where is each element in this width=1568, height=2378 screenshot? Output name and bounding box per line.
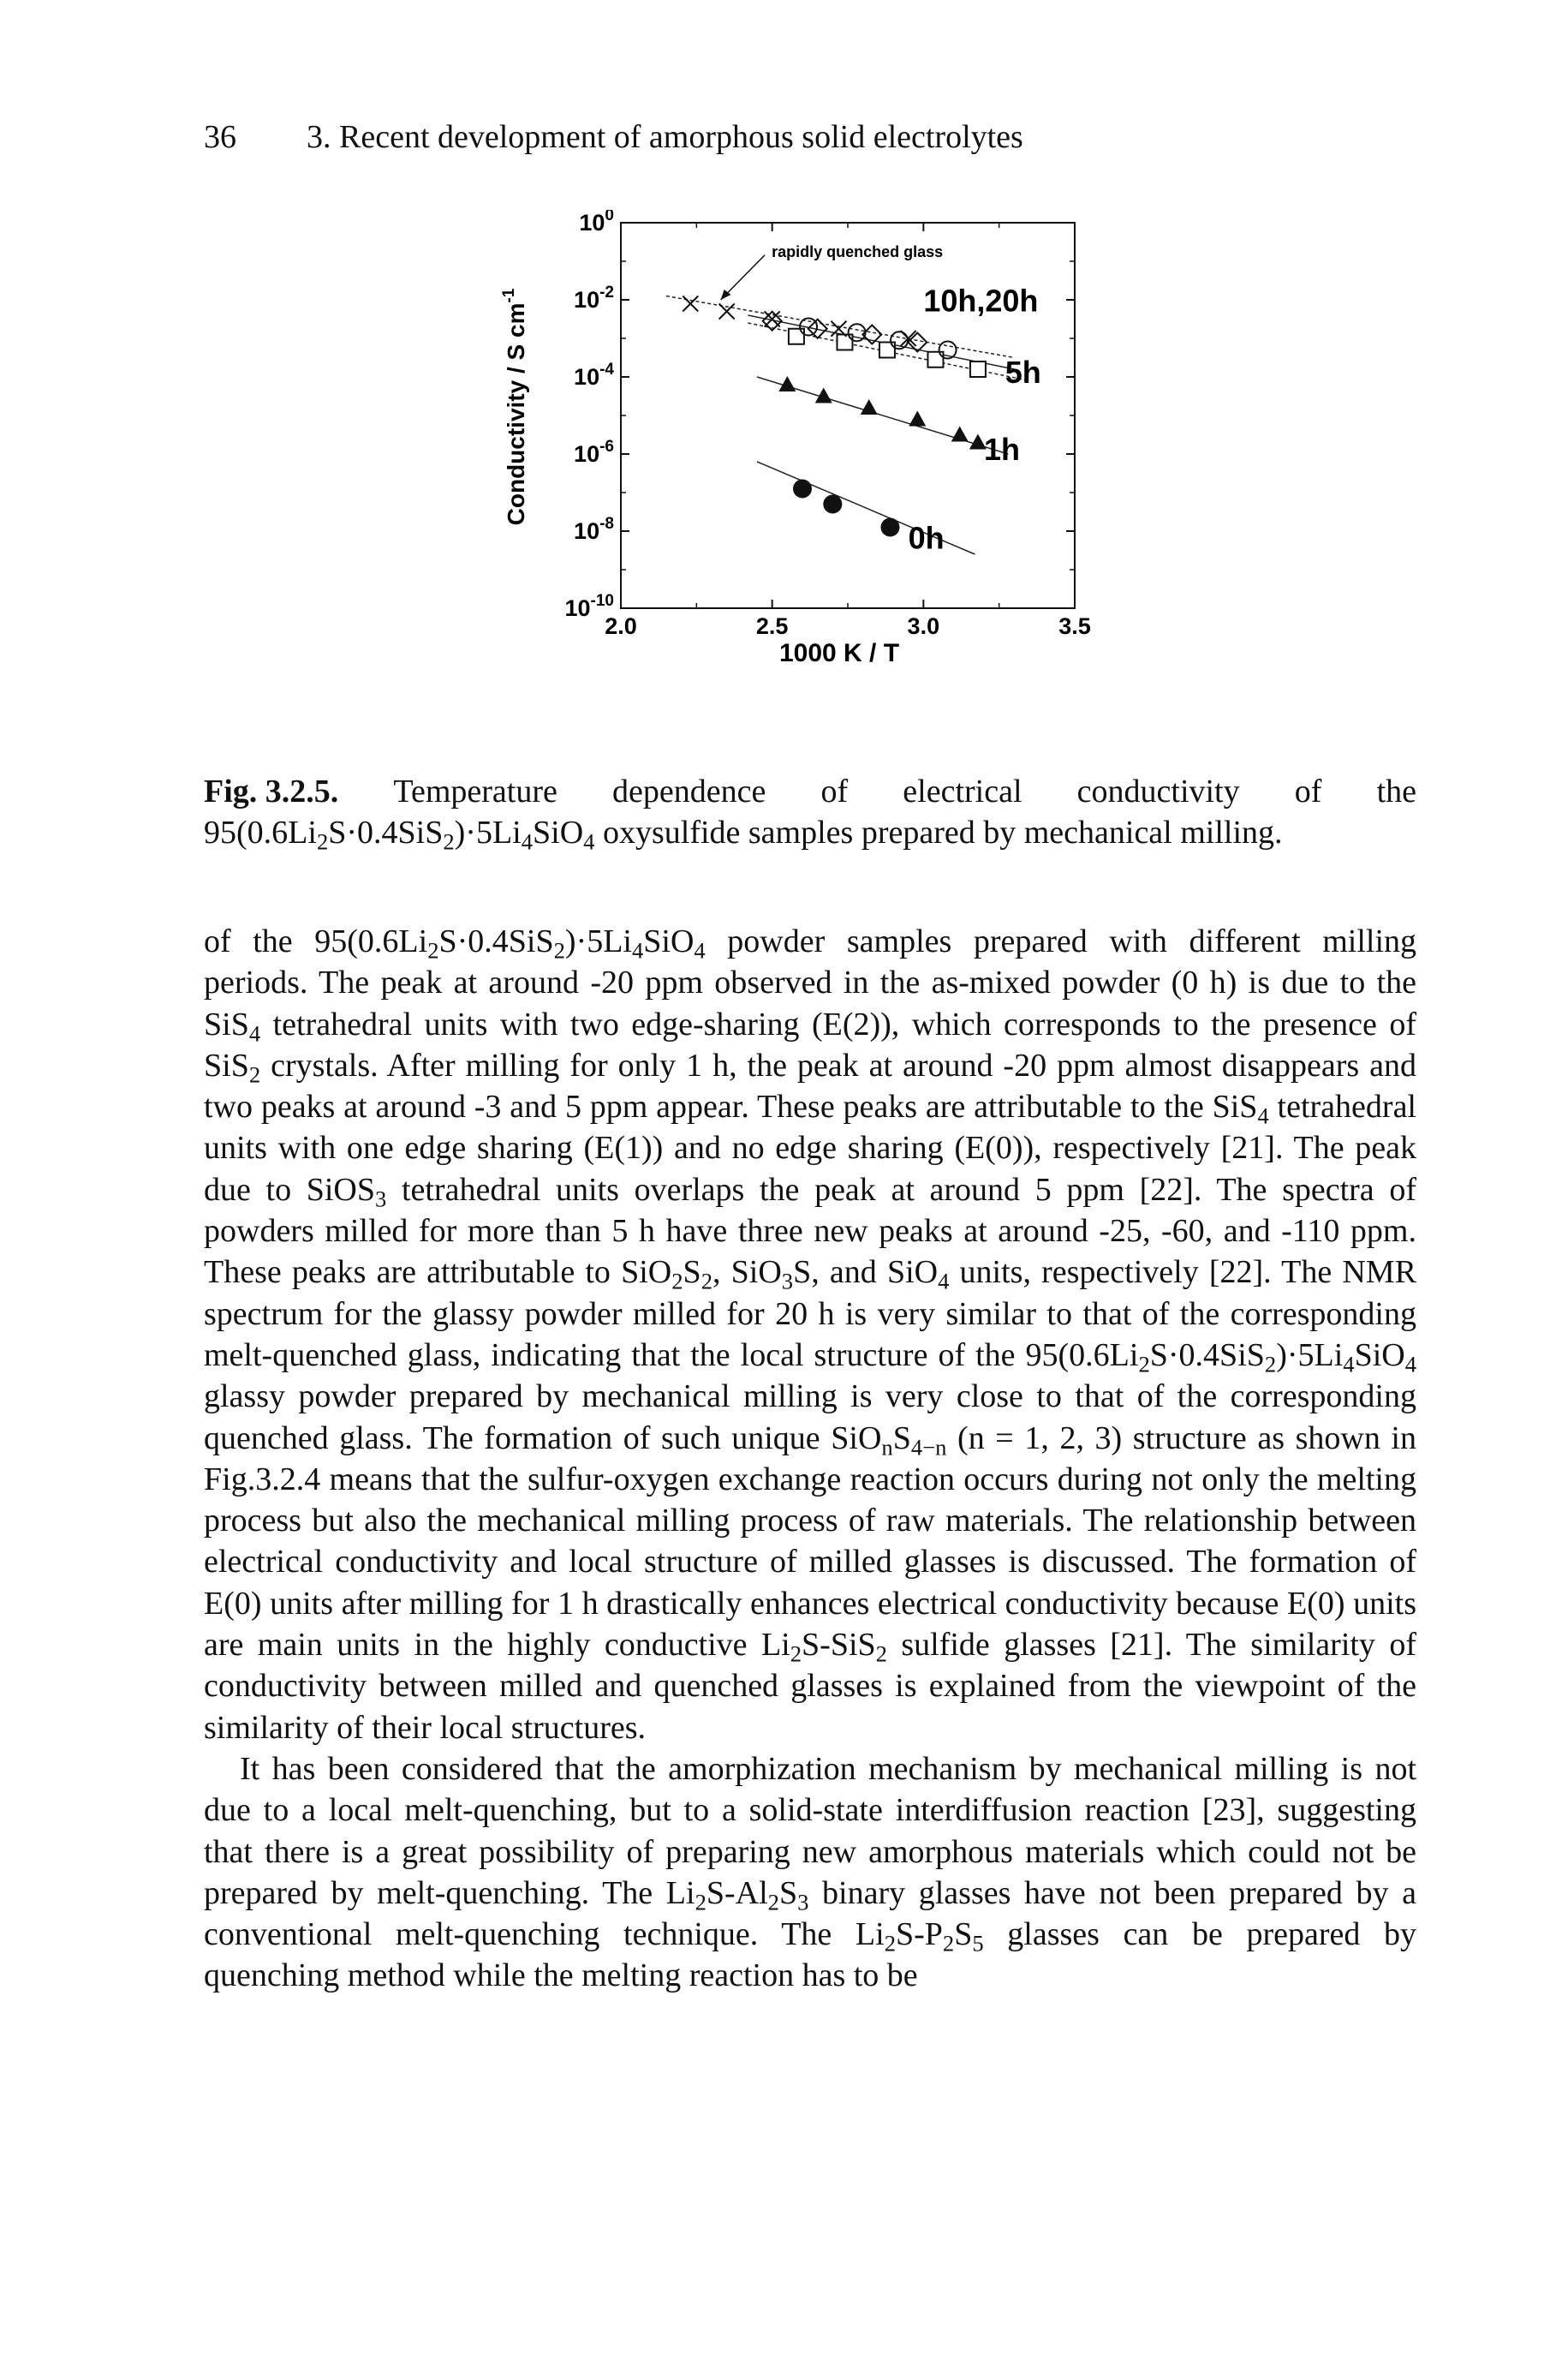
caption-word: Temperature	[393, 774, 557, 810]
caption-word: of	[820, 774, 849, 810]
data-point-20h	[849, 324, 866, 341]
caption-word: dependence	[612, 774, 766, 810]
annotation-label: rapidly quenched glass	[772, 242, 944, 260]
x-tick-label: 2.5	[755, 613, 789, 639]
x-tick-label: 3.5	[1058, 613, 1091, 639]
y-tick-label: $10^{-2}$	[574, 284, 614, 313]
caption-word: electrical	[903, 774, 1022, 810]
conductivity-figure	[480, 210, 1130, 750]
series-label: 1h	[984, 431, 1021, 467]
y-tick-label: $10^0$	[579, 210, 614, 236]
caption-line-2: $95(0.6Li_2S\cdot 0.4SiS_2)\cdot 5Li_4SiO_4$ oxysulfide samples prepared by mechanical milling.	[204, 815, 1283, 855]
data-point-0h	[823, 495, 842, 514]
plot-frame	[621, 223, 1075, 608]
conductivity-chart	[480, 210, 1130, 750]
data-point-1h	[861, 399, 878, 415]
data-point-rapidly-quenched-glass	[683, 296, 698, 312]
x-tick-label: 2.0	[605, 613, 637, 639]
caption-line-1	[204, 771, 1416, 812]
paragraph-1: of the $95(0.6Li_2S\cdot 0.4SiS_2)\cdot 5Li_4SiO_4$ powder samples prepared with different milling periods. The peak at around -20 ppm observed in the as-mixed powder (0 h) is due to the SiS$_4$ tetrahedral units with two edge-sharing (E(2)), which corresponds to the presence of SiS$_2$ crystals. After milling for only 1 h, the peak at around -20 ppm almost disappears and two peaks at around -3 and 5 ppm appear. These peaks are attributable to the SiS$_4$ tetrahedral units with one edge sharing (E(1)) and no edge sharing (E(0)), respectively [21]. The peak due to SiOS$_3$ tetrahedral units overlaps the peak at around 5 ppm [22]. The spectra of powders milled for more than 5 h have three new peaks at around -25, -60, and -110 ppm. These peaks are attributable to $SiO_2S_2$, SiO$_3$S, and SiO$_4$ units, respectively [22]. The NMR spectrum for the glassy powder milled for 20 h is very similar to that of the corresponding melt-quenched glass, indicating that the local structure of the $95(0.6Li_2S\cdot 0.4SiS_2)\cdot 5Li_4SiO_4$ glassy powder prepared by mechanical milling is very close to that of the corresponding quenched glass. The formation of such unique $SiO_nS_{4-n}$ (n = 1, 2, 3) structure as shown in Fig.3.2.4 means that the sulfur-oxygen exchange reaction occurs during not only the melting process but also the mechanical milling process of raw materials. The relationship between electrical conductivity and local structure of milled glasses is discussed. The formation of E(0) units after milling for 1 h drastically enhances electrical conductivity because E(0) units are main units in the highly conductive $Li_2S-SiS_2$ sulfide glasses [21]. The similarity of conductivity between milled and quenched glasses is explained from the viewpoint of the similarity of their local structures.	[204, 923, 1417, 1746]
y-axis-label: Conductivity / S $cm^{-1}$	[500, 288, 529, 526]
series-label: 0h	[908, 520, 945, 556]
x-axis-label: 1000 K / T	[778, 639, 900, 667]
data-point-rapidly-quenched-glass	[719, 304, 735, 320]
page-header	[204, 118, 1023, 156]
data-point-5h	[970, 361, 986, 377]
y-tick-label: $10^{-8}$	[574, 515, 614, 544]
data-point-1h	[909, 411, 926, 427]
data-point-0h	[880, 518, 899, 537]
data-point-0h	[793, 480, 812, 499]
caption-word: conductivity	[1076, 774, 1240, 810]
y-tick-label: $10^{-10}$	[564, 592, 614, 621]
page-number: 36	[204, 119, 236, 155]
y-tick-label: $10^{-4}$	[574, 361, 614, 390]
fit-line-1h	[757, 377, 1008, 454]
data-point-1h	[951, 427, 969, 442]
body-text	[204, 921, 1416, 1997]
figure-caption	[204, 771, 1416, 853]
caption-fig-label: Fig. 3.2.5.	[204, 774, 339, 810]
caption-word: the	[1376, 774, 1416, 810]
series-label: 5h	[1005, 354, 1041, 390]
x-tick-label: 3.0	[907, 613, 940, 639]
running-title: 3. Recent development of amorphous solid electrolytes	[307, 119, 1023, 155]
paragraph-2: It has been considered that the amorphization mechanism by mechanical milling is not due to a local melt-quenching, but to a solid-state interdiffusion reaction [23], suggesting that there is a great possibility of preparing new amorphous materials which could not be prepared by melt-quenching. The $Li_2S-Al_2S_3$ binary glasses have not been prepared by a conventional melt-quenching technique. The $Li_2S-P_2S_5$ glasses can be prepared by quenching method while the melting reaction has to be	[204, 1750, 1416, 1994]
caption-word: of	[1294, 774, 1322, 810]
series-label: 10h,20h	[923, 283, 1039, 319]
y-tick-label: $10^{-6}$	[574, 438, 614, 467]
